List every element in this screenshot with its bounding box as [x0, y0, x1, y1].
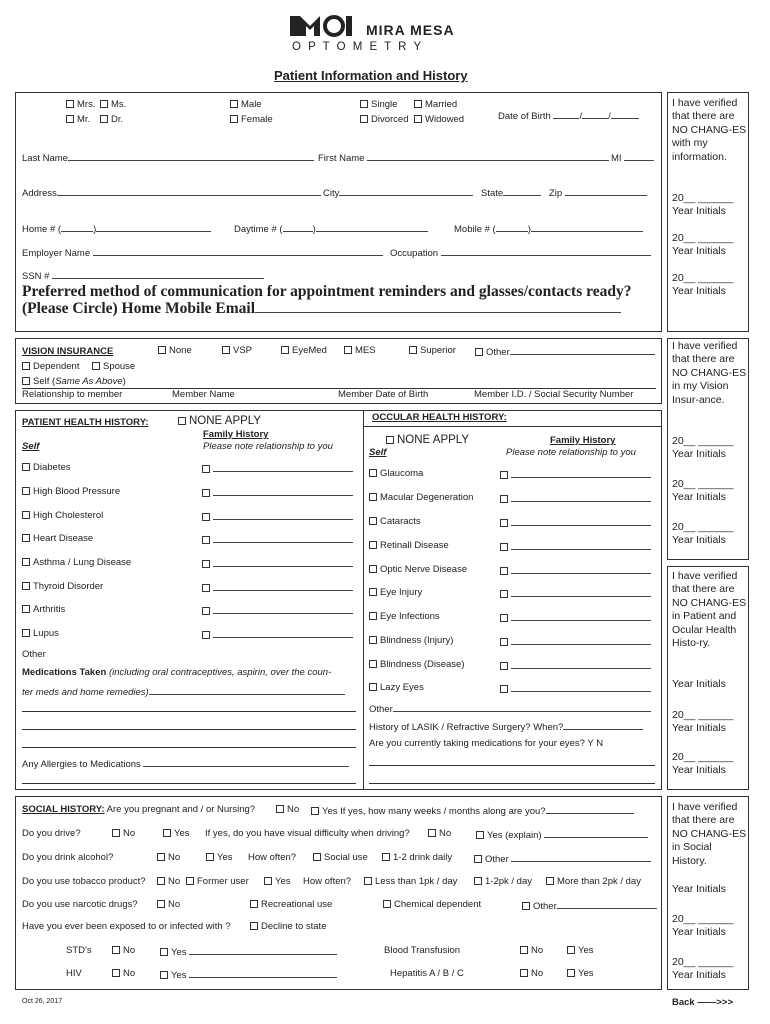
ocular-note: Please note relationship to you	[506, 447, 636, 458]
narcotic-no-checkbox[interactable]	[157, 900, 165, 908]
self-checkbox[interactable]	[369, 683, 377, 691]
home-phone-field[interactable]: Home # ( )	[22, 223, 211, 236]
pregnant-no[interactable]: No	[276, 805, 299, 816]
family-history-field[interactable]	[500, 636, 651, 649]
ocular-health-item[interactable]	[369, 612, 440, 623]
self-checkbox[interactable]	[369, 660, 377, 668]
hep-no-checkbox[interactable]	[520, 969, 528, 977]
pregnant-yes[interactable]: Yes If yes, how many weeks / months along are you?	[311, 805, 634, 818]
side-yr-4: 20__ ______	[672, 435, 734, 447]
patient-none-checkbox[interactable]	[178, 417, 186, 425]
family-checkbox[interactable]	[500, 638, 508, 646]
condition-label: Heart Disease	[33, 533, 94, 544]
side-yi-9: Year Initials	[672, 764, 726, 776]
allergies-field[interactable]: Any Allergies to Medications	[22, 758, 349, 771]
tobacco-former[interactable]: Former user	[186, 877, 249, 888]
hiv-yes-checkbox[interactable]	[160, 971, 168, 979]
tobacco-yes[interactable]: Yes	[264, 877, 291, 888]
alcohol-other-checkbox[interactable]	[474, 855, 482, 863]
side-verify-ins: I have verified that there are NO CHANG-ES in my Vision Insur-ance.	[672, 340, 747, 406]
family-checkbox[interactable]	[202, 584, 210, 592]
family-history-field[interactable]	[500, 588, 651, 601]
narcotic-recreational[interactable]: Recreational use	[250, 900, 332, 911]
alcohol-other[interactable]: Other	[474, 853, 651, 866]
self-checkbox[interactable]	[22, 377, 30, 385]
ocular-family-history: Family History	[550, 435, 616, 446]
side-yr-6: 20__ ______	[672, 521, 734, 533]
family-history-field[interactable]	[202, 487, 353, 500]
narcotic-other-checkbox[interactable]	[522, 902, 530, 910]
std-no[interactable]: No	[112, 946, 135, 957]
status-married[interactable]: Married	[414, 100, 457, 111]
member-name: Member Name	[172, 389, 235, 400]
side-yi-10: Year Initials	[672, 883, 726, 895]
address-field[interactable]: Address	[22, 187, 321, 200]
family-history-field[interactable]	[500, 565, 651, 578]
family-history-field[interactable]	[500, 517, 651, 530]
tobacco-less1[interactable]: Less than 1pk / day	[364, 877, 457, 888]
social-pregnant-row[interactable]: SOCIAL HISTORY: Are you pregnant and / or Nursing?	[22, 804, 256, 815]
title-mrs[interactable]: Mrs.	[66, 100, 95, 111]
family-checkbox[interactable]	[202, 536, 210, 544]
mr-checkbox[interactable]	[66, 115, 74, 123]
side-yi-3: Year Initials	[672, 285, 726, 297]
family-checkbox[interactable]	[500, 567, 508, 575]
widowed-checkbox[interactable]	[414, 115, 422, 123]
side-yi-7: Year Initials	[672, 678, 726, 690]
alcohol-how-often: How often?	[248, 852, 297, 863]
family-history-field[interactable]	[202, 629, 353, 642]
hep-yes-checkbox[interactable]	[567, 969, 575, 977]
tobacco-more2[interactable]: More than 2pk / day	[546, 877, 641, 888]
ocular-none-apply[interactable]: NONE APPLY	[386, 434, 469, 447]
family-history-field[interactable]	[202, 605, 353, 618]
self-checkbox[interactable]	[22, 463, 30, 471]
family-checkbox[interactable]	[500, 471, 508, 479]
sex-male[interactable]: Male	[230, 100, 262, 111]
family-history-field[interactable]	[500, 541, 651, 554]
self-checkbox[interactable]	[369, 588, 377, 596]
patient-family-history: Family History	[203, 429, 269, 440]
ins-mes-checkbox[interactable]	[344, 346, 352, 354]
drive-diff-no[interactable]: No	[428, 829, 451, 840]
meds-line-3[interactable]	[22, 747, 356, 748]
family-checkbox[interactable]	[500, 662, 508, 670]
hiv-yes[interactable]: Yes	[160, 969, 337, 982]
family-checkbox[interactable]	[202, 607, 210, 615]
condition-label: Eye Infections	[380, 611, 440, 622]
allergies-line-2[interactable]	[22, 783, 356, 784]
patient-none-apply[interactable]: NONE APPLY	[178, 415, 261, 428]
ins-none[interactable]: None	[158, 346, 192, 357]
last-name-field[interactable]: Last Name	[22, 152, 314, 165]
logo	[288, 12, 482, 56]
narcotic-chemical[interactable]: Chemical dependent	[383, 900, 481, 911]
patient-health-item[interactable]	[22, 629, 59, 640]
family-checkbox[interactable]	[500, 519, 508, 527]
condition-label: High Blood Pressure	[33, 486, 121, 497]
condition-label: Diabetes	[33, 462, 71, 473]
first-name-field[interactable]: First Name	[318, 152, 609, 165]
family-history-field[interactable]	[500, 683, 651, 696]
tobacco-former-checkbox[interactable]	[186, 877, 194, 885]
zip-field[interactable]: Zip	[549, 187, 647, 200]
member-id: Member I.D. / Social Security Number	[474, 389, 634, 400]
decline-checkbox[interactable]	[250, 922, 258, 930]
tobacco-how-often: How often?	[303, 876, 352, 887]
narcotic-other[interactable]: Other	[522, 900, 657, 913]
status-divorced[interactable]: Divorced	[360, 115, 409, 126]
family-history-field[interactable]	[202, 534, 353, 547]
male-checkbox[interactable]	[230, 100, 238, 108]
side-yr-3: 20__ ______	[672, 272, 734, 284]
preferred-comm-options[interactable]: (Please Circle) Home Mobile Email	[22, 300, 621, 318]
ins-other-checkbox[interactable]	[475, 348, 483, 356]
side-yi-4: Year Initials	[672, 448, 726, 460]
side-yi-12: Year Initials	[672, 969, 726, 981]
self-checkbox[interactable]	[22, 582, 30, 590]
tobacco-question: Do you use tobacco product?	[22, 876, 146, 887]
condition-label: Retinall Disease	[380, 540, 449, 551]
status-widowed[interactable]: Widowed	[414, 115, 464, 126]
tobacco-no[interactable]: No	[157, 877, 180, 888]
pregnant-yes-checkbox[interactable]	[311, 807, 319, 815]
self-checkbox[interactable]	[369, 469, 377, 477]
back-link[interactable]: Back ——>>>	[672, 997, 733, 1008]
patient-health-item[interactable]	[22, 487, 120, 498]
side-yr-1: 20__ ______	[672, 192, 734, 204]
blood-no-checkbox[interactable]	[520, 946, 528, 954]
tobacco-no-checkbox[interactable]	[157, 877, 165, 885]
condition-label: Asthma / Lung Disease	[33, 557, 132, 568]
patient-health-item[interactable]	[22, 558, 131, 569]
self-checkbox[interactable]	[22, 534, 30, 542]
drive-no[interactable]: No	[112, 829, 135, 840]
ins-mes[interactable]: MES	[344, 346, 376, 357]
condition-label: Arthritis	[33, 604, 66, 615]
rel-spouse[interactable]: Spouse	[92, 362, 135, 373]
side-yi-6: Year Initials	[672, 534, 726, 546]
family-checkbox[interactable]	[500, 685, 508, 693]
side-yr-9: 20__ ______	[672, 751, 734, 763]
side-verify-health: I have verified that there are NO CHANG-ES in Patient and Ocular Health Histo-ry.	[672, 570, 747, 650]
self-checkbox[interactable]	[369, 541, 377, 549]
state-field[interactable]: State	[481, 187, 541, 200]
health-divider	[363, 410, 364, 790]
eye-meds-line-2[interactable]	[369, 783, 655, 784]
self-checkbox[interactable]	[369, 565, 377, 573]
patient-note: Please note relationship to you	[203, 441, 333, 452]
family-history-field[interactable]	[500, 469, 651, 482]
ocular-health-item[interactable]	[369, 517, 421, 528]
hiv-no[interactable]: No	[112, 969, 135, 980]
self-checkbox[interactable]	[22, 511, 30, 519]
side-yi-5: Year Initials	[672, 491, 726, 503]
rel-dependent[interactable]: Dependent	[22, 362, 79, 373]
patient-health-item[interactable]	[22, 463, 71, 474]
meds-line-1[interactable]	[22, 711, 356, 712]
brand-sub: O P T O M E T R Y	[292, 41, 424, 53]
blood-no[interactable]: No	[520, 946, 543, 957]
lasik-field[interactable]: History of LASIK / Refractive Surgery? When?	[369, 721, 643, 734]
self-checkbox[interactable]	[22, 487, 30, 495]
spouse-checkbox[interactable]	[92, 362, 100, 370]
condition-label: Lupus	[33, 628, 59, 639]
dr-checkbox[interactable]	[100, 115, 108, 123]
self-checkbox[interactable]	[22, 558, 30, 566]
social-box	[15, 796, 662, 990]
std-label: STD's	[66, 945, 92, 956]
pregnant-no-checkbox[interactable]	[276, 805, 284, 813]
daytime-phone-field[interactable]: Daytime # ( )	[234, 223, 428, 236]
family-checkbox[interactable]	[202, 513, 210, 521]
mrs-checkbox[interactable]	[66, 100, 74, 108]
eye-meds-question[interactable]: Are you currently taking medications for your eyes? Y N	[369, 738, 604, 749]
sex-female[interactable]: Female	[230, 115, 273, 126]
side-yr-11: 20__ ______	[672, 913, 734, 925]
dob-field[interactable]: Date of Birth / /	[498, 110, 639, 123]
ins-none-checkbox[interactable]	[158, 346, 166, 354]
family-checkbox[interactable]	[202, 465, 210, 473]
ocular-other[interactable]: Other	[369, 703, 651, 716]
blood-yes-checkbox[interactable]	[567, 946, 575, 954]
family-checkbox[interactable]	[500, 614, 508, 622]
alcohol-yes[interactable]: Yes	[206, 853, 233, 864]
tobacco-1-2-checkbox[interactable]	[474, 877, 482, 885]
family-history-field[interactable]	[202, 511, 353, 524]
title-dr[interactable]: Dr.	[100, 115, 123, 126]
ocular-health-item[interactable]	[369, 469, 423, 480]
side-yi-11: Year Initials	[672, 926, 726, 938]
side-yi-8: Year Initials	[672, 722, 726, 734]
family-checkbox[interactable]	[500, 495, 508, 503]
self-checkbox[interactable]	[369, 493, 377, 501]
city-field[interactable]: City	[323, 187, 473, 200]
condition-label: Blindness (Disease)	[380, 659, 465, 670]
narcotic-no[interactable]: No	[157, 900, 180, 911]
married-checkbox[interactable]	[414, 100, 422, 108]
ocular-none-checkbox[interactable]	[386, 436, 394, 444]
footer-date: Oct 26, 2017	[22, 998, 63, 1005]
ins-eyemed[interactable]: EyeMed	[281, 346, 327, 357]
condition-label: Lazy Eyes	[380, 682, 424, 693]
std-no-checkbox[interactable]	[112, 946, 120, 954]
condition-label: High Cholesterol	[33, 510, 104, 521]
medications-label-2[interactable]: ter meds and home remedies)	[22, 686, 345, 699]
member-dob: Member Date of Birth	[338, 389, 429, 400]
blood-label: Blood Transfusion	[384, 945, 461, 956]
family-history-field[interactable]	[202, 582, 353, 595]
rel-to-member: Relationship to member	[22, 389, 123, 400]
divorced-checkbox[interactable]	[360, 115, 368, 123]
mi-field[interactable]: MI	[611, 152, 654, 165]
insurance-heading: VISION INSURANCE	[22, 346, 114, 357]
alcohol-yes-checkbox[interactable]	[206, 853, 214, 861]
condition-label: Macular Degeneration	[380, 492, 474, 503]
ocular-health-item[interactable]	[369, 683, 424, 694]
family-checkbox[interactable]	[500, 590, 508, 598]
mobile-phone-field[interactable]: Mobile # ( )	[454, 223, 643, 236]
patient-health-heading: PATIENT HEALTH HISTORY:	[22, 417, 149, 428]
ocular-health-heading: OCCULAR HEALTH HISTORY:	[372, 412, 507, 423]
side-yr-2: 20__ ______	[672, 232, 734, 244]
ms-checkbox[interactable]	[100, 100, 108, 108]
rel-self[interactable]: Self (Same As Above)	[22, 377, 126, 388]
hiv-label: HIV	[66, 968, 82, 979]
logo-mark	[288, 12, 354, 40]
side-verify-social: I have verified that there are NO CHANG-ES in Social History.	[672, 801, 747, 867]
family-history-field[interactable]	[500, 612, 651, 625]
alcohol-social[interactable]: Social use	[313, 853, 368, 864]
ssn-field[interactable]: SSN #	[22, 270, 264, 283]
tobacco-1-2[interactable]: 1-2pk / day	[474, 877, 532, 888]
alcohol-no-checkbox[interactable]	[157, 853, 165, 861]
family-history-field[interactable]	[500, 493, 651, 506]
ocular-health-item[interactable]	[369, 493, 473, 504]
condition-label: Thyroid Disorder	[33, 581, 104, 592]
hep-no[interactable]: No	[520, 969, 543, 980]
status-single[interactable]: Single	[360, 100, 397, 111]
narcotic-recreational-checkbox[interactable]	[250, 900, 258, 908]
patient-other: Other	[22, 649, 46, 660]
std-yes[interactable]: Yes	[160, 946, 337, 959]
patient-health-item[interactable]	[22, 582, 103, 593]
ocular-heading-line	[363, 426, 662, 427]
family-history-field[interactable]	[500, 660, 651, 673]
condition-label: Glaucoma	[380, 468, 424, 479]
condition-label: Blindness (Injury)	[380, 635, 454, 646]
single-checkbox[interactable]	[360, 100, 368, 108]
title-ms[interactable]: Ms.	[100, 100, 126, 111]
tobacco-more2-checkbox[interactable]	[546, 877, 554, 885]
medications-label: Medications Taken (including oral contraceptives, aspirin, over the coun-	[22, 667, 332, 678]
side-yr-12: 20__ ______	[672, 956, 734, 968]
employer-field[interactable]: Employer Name	[22, 247, 383, 260]
brand-name: MIRA MESA	[366, 22, 455, 38]
ocular-health-item[interactable]	[369, 588, 422, 599]
family-checkbox[interactable]	[202, 560, 210, 568]
drive-difficulty: If yes, do you have visual difficulty when driving?	[205, 828, 410, 839]
family-history-field[interactable]	[202, 463, 353, 476]
family-checkbox[interactable]	[202, 631, 210, 639]
ins-superior-checkbox[interactable]	[409, 346, 417, 354]
patient-health-item[interactable]	[22, 534, 93, 545]
ins-superior[interactable]: Superior	[409, 346, 456, 357]
family-checkbox[interactable]	[500, 543, 508, 551]
drive-yes[interactable]: Yes	[163, 829, 190, 840]
alcohol-daily[interactable]: 1-2 drink daily	[382, 853, 452, 864]
std-yes-checkbox[interactable]	[160, 948, 168, 956]
patient-self: Self	[22, 441, 40, 452]
side-yr-8: 20__ ______	[672, 709, 734, 721]
condition-label: Cataracts	[380, 516, 421, 527]
tobacco-less1-checkbox[interactable]	[364, 877, 372, 885]
side-yi-1: Year Initials	[672, 205, 726, 217]
decline-to-state[interactable]: Decline to state	[250, 922, 326, 933]
ocular-self: Self	[369, 447, 387, 458]
alcohol-social-checkbox[interactable]	[313, 853, 321, 861]
meds-line-2[interactable]	[22, 729, 356, 730]
self-checkbox[interactable]	[369, 636, 377, 644]
title-mr[interactable]: Mr.	[66, 115, 90, 126]
ocular-health-item[interactable]	[369, 636, 453, 647]
self-checkbox[interactable]	[369, 517, 377, 525]
hep-yes[interactable]: Yes	[567, 969, 594, 980]
side-yr-5: 20__ ______	[672, 478, 734, 490]
exposed-question: Have you ever been exposed to or infected with ?	[22, 921, 231, 932]
alcohol-no[interactable]: No	[157, 853, 180, 864]
page-title: Patient Information and History	[274, 68, 468, 83]
family-history-field[interactable]	[202, 558, 353, 571]
drive-yes-checkbox[interactable]	[163, 829, 171, 837]
ocular-health-item[interactable]	[369, 541, 449, 552]
patient-health-item[interactable]	[22, 511, 103, 522]
hep-label: Hepatitis A / B / C	[390, 968, 464, 979]
ocular-health-item[interactable]	[369, 660, 464, 671]
alcohol-daily-checkbox[interactable]	[382, 853, 390, 861]
tobacco-yes-checkbox[interactable]	[264, 877, 272, 885]
alcohol-question: Do you drink alcohol?	[22, 852, 114, 863]
blood-yes[interactable]: Yes	[567, 946, 594, 957]
narcotic-chemical-checkbox[interactable]	[383, 900, 391, 908]
ins-vsp-checkbox[interactable]	[222, 346, 230, 354]
occupation-field[interactable]: Occupation	[390, 247, 651, 260]
self-checkbox[interactable]	[369, 612, 377, 620]
patient-health-item[interactable]	[22, 605, 65, 616]
narcotic-question: Do you use narcotic drugs?	[22, 899, 138, 910]
drive-diff-yes-checkbox[interactable]	[476, 831, 484, 839]
drive-diff-yes[interactable]: Yes (explain)	[476, 829, 648, 842]
eye-meds-line-1[interactable]	[369, 765, 655, 766]
female-checkbox[interactable]	[230, 115, 238, 123]
side-verify-info: I have verified that there are NO CHANG-ES with my information.	[672, 97, 747, 163]
self-checkbox[interactable]	[22, 629, 30, 637]
drive-no-checkbox[interactable]	[112, 829, 120, 837]
dependent-checkbox[interactable]	[22, 362, 30, 370]
side-yi-2: Year Initials	[672, 245, 726, 257]
ins-other[interactable]: Other	[475, 346, 655, 359]
condition-label: Eye Injury	[380, 587, 423, 598]
ocular-health-item[interactable]	[369, 565, 467, 576]
family-checkbox[interactable]	[202, 489, 210, 497]
ins-vsp[interactable]: VSP	[222, 346, 252, 357]
preferred-comm-question: Preferred method of communication for appointment reminders and glasses/contacts ready?	[22, 283, 632, 300]
ins-eyemed-checkbox[interactable]	[281, 346, 289, 354]
drive-diff-no-checkbox[interactable]	[428, 829, 436, 837]
drive-question: Do you drive?	[22, 828, 81, 839]
self-checkbox[interactable]	[22, 605, 30, 613]
hiv-no-checkbox[interactable]	[112, 969, 120, 977]
condition-label: Optic Nerve Disease	[380, 564, 468, 575]
